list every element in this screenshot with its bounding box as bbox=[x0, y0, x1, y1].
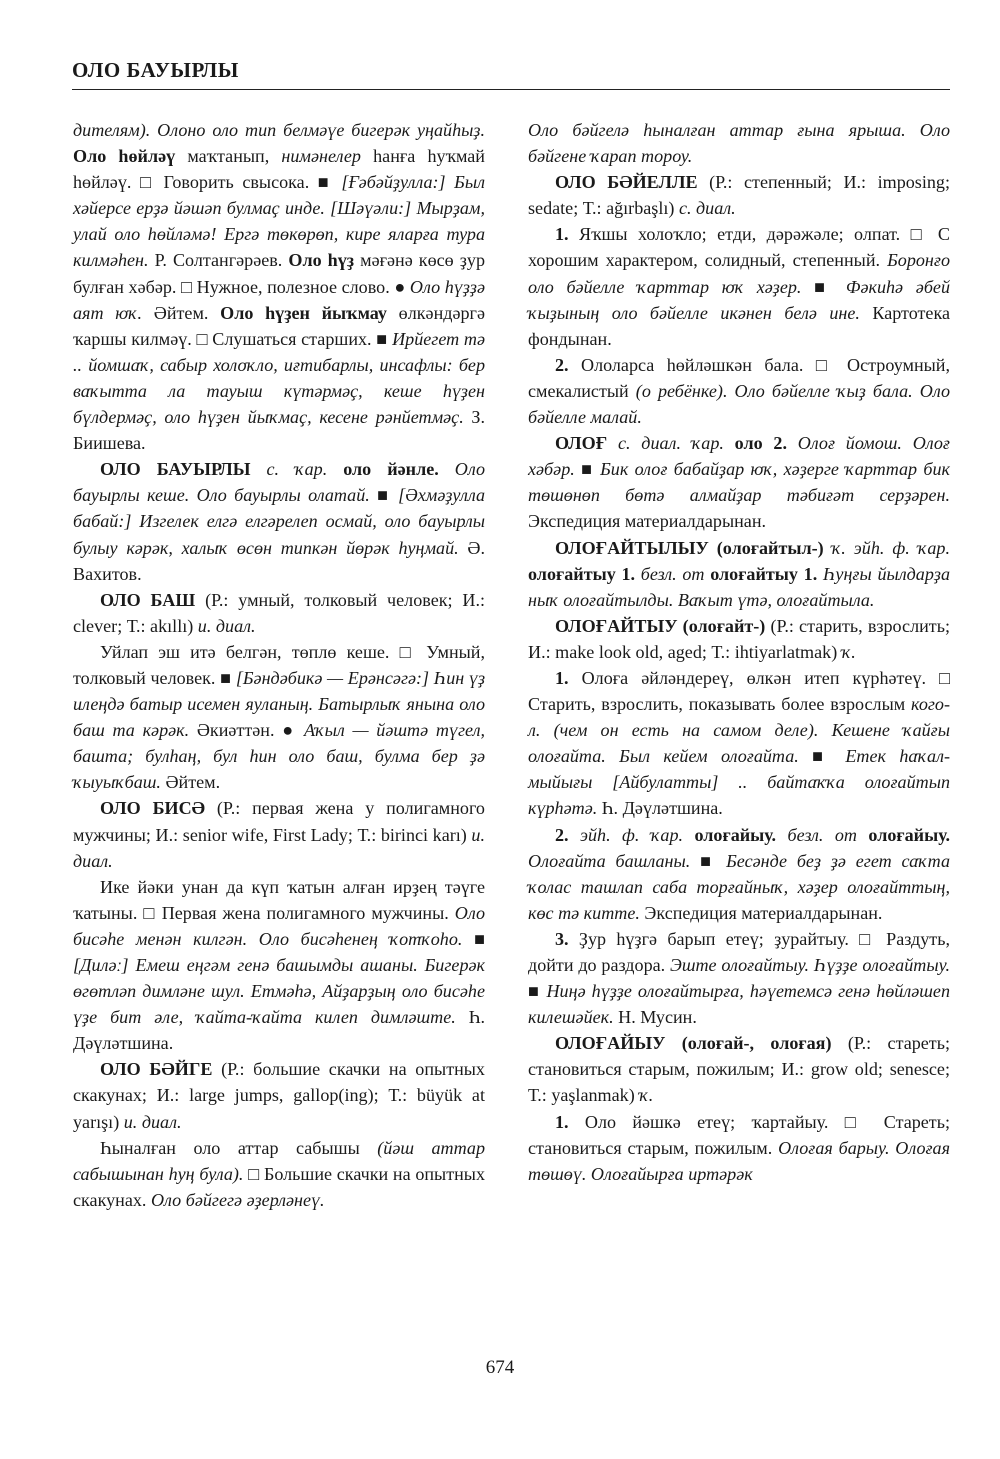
body-text: өлкәндәргә ҡаршы килмәү. □ Слушаться старших. ■ bbox=[73, 302, 485, 349]
italic-text: с. диал. ҡар. bbox=[607, 433, 735, 454]
headword: 2. bbox=[555, 354, 569, 375]
body-text: Ике йәки унан да күп ҡатын алған ирҙең тәүге ҡатыны. □ Первая жена полигамного мужчины. bbox=[73, 876, 485, 923]
right-column bbox=[528, 117, 950, 1187]
dictionary-paragraph bbox=[528, 613, 950, 665]
italic-text: с. ҡар. bbox=[250, 459, 344, 480]
body-text: Ололарса һөйләшкән бала. □ Остроумный, смекалистый bbox=[528, 354, 950, 401]
headword: оло йәнле. bbox=[343, 459, 439, 480]
headword: ОЛО БӘЙЕЛЛЕ bbox=[555, 172, 698, 193]
dictionary-paragraph bbox=[73, 456, 485, 586]
body-text: З. Биишева. bbox=[73, 407, 485, 454]
italic-text: эйһ. ф. ҡар. bbox=[568, 824, 695, 845]
headword: 1. bbox=[555, 1111, 569, 1132]
italic-text: Ниңә һүҙҙе олоғайтырға, һәүетемсә генә һөйләшеп килешәйек. bbox=[528, 981, 951, 1028]
body-text: Ҙур һүҙгә барып етеү; ҙурайтыу. □ Раздуть, дойти до раздора. bbox=[528, 928, 950, 975]
dictionary-paragraph bbox=[528, 352, 950, 430]
dictionary-paragraph bbox=[528, 221, 950, 351]
body-text: Һыналған оло аттар сабышы bbox=[100, 1137, 378, 1158]
body-text: (Р.: большие скачки на опытных скакунах; И.: large jumps, gallop(ing); Т.: büyük at yarışı) bbox=[73, 1059, 485, 1132]
dictionary-paragraph bbox=[528, 665, 950, 822]
dictionary-paragraph bbox=[73, 874, 485, 1057]
body-text: (Р.: степенный; И.: imposing; sedate; Т.: ağırbaşlı) bbox=[528, 172, 950, 219]
body-text: ■ bbox=[798, 746, 846, 767]
italic-text: безл. от bbox=[776, 824, 869, 845]
dictionary-paragraph bbox=[528, 1109, 950, 1187]
body-text: Н. Мусин. bbox=[613, 1007, 697, 1028]
italic-text: Аҡыл — йәштә түгел, башта; булһаң, бул һин оло баш, булма бер ҙә ҡыуыҡбаш. bbox=[73, 720, 485, 793]
italic-text: и. диал. bbox=[197, 615, 256, 636]
body-text: Әйтем. bbox=[142, 302, 221, 323]
italic-text: [Әхмәҙулла бабай:] Изгелек елгә елгәрелеп осмай, оло бауырлы булыу кәрәк, халыҡ өсөн типкән йөрәк һуңмай. bbox=[73, 485, 485, 558]
body-text: Олоға әйләндереү, өлкән итеп күрһәтеү. □ Старить, взрослить, показывать более взрослым bbox=[528, 667, 950, 715]
dictionary-paragraph bbox=[73, 587, 485, 639]
headword: ОЛОҒАЙТЫУ (олоғайт-) bbox=[555, 615, 766, 636]
italic-text: Ирйегет тә .. йомшаҡ, сабыр холоҡло, иғтибарлы, инсафлы: бер ваҡытта ла тауыш күтәрмәҫ, кеше һүҙен бүлдермәҫ, оло һүҙен йыҡмаҫ, кесене рәнйетмәҫ. bbox=[73, 328, 486, 428]
body-text: □ Большие скачки на опытных скакунах. bbox=[73, 1163, 486, 1210]
headword: ОЛОҒАЙТЫЛЫУ (олоғайтыл-) bbox=[555, 537, 824, 558]
dictionary-paragraph bbox=[73, 795, 485, 873]
dictionary-paragraph bbox=[528, 1030, 950, 1108]
headword: 3. bbox=[555, 928, 569, 949]
headword: олоғайтыу 1. bbox=[710, 563, 818, 584]
italic-text: безл. от bbox=[635, 563, 711, 584]
italic-text: Оло һүҙҙә аят юҡ. bbox=[73, 276, 485, 323]
body-text: Картотека фондынан. bbox=[528, 302, 950, 349]
body-text: ■ bbox=[377, 485, 399, 506]
running-header: ОЛО БАУЫРЛЫ bbox=[72, 58, 239, 82]
italic-text: ҡ. эйһ. ф. ҡар. bbox=[823, 537, 950, 558]
dictionary-paragraph bbox=[73, 1135, 485, 1213]
page-number: 674 bbox=[485, 1357, 515, 1378]
italic-text: [Ғәбәйҙулла:] Был хәйерсе ерҙә йәшәп булмаҫ инде. [Шәүәли:] Мырҙам, улай оло һөйләмә! Ергә төкөрөп, кире яларға тура килмәһен. bbox=[73, 172, 485, 271]
italic-text: Оло бисәһе менән килгән. Оло бисәһенең ҡотҡоһо. bbox=[73, 902, 485, 949]
headword: ОЛО БАШ bbox=[100, 589, 196, 610]
dictionary-paragraph bbox=[73, 117, 485, 456]
body-text: Уйлап эш итә белгән, төплө кеше. □ Умный, толковый человек. ■ bbox=[73, 641, 485, 688]
left-column bbox=[73, 117, 485, 1213]
headword: ОЛОҒАЙЫУ (олоғай-, олоғая) bbox=[555, 1033, 832, 1054]
headword: ОЛО БИСӘ bbox=[100, 798, 206, 819]
headword: олоғайыу. bbox=[868, 824, 950, 845]
body-text: һанға һуҡмай һөйләү. □ Говорить свысока. ■ bbox=[73, 146, 485, 193]
italic-text: Фәкиһә әбей ҡыҙының оло бәйелле икәнен белә ине. bbox=[528, 276, 950, 323]
dictionary-paragraph bbox=[528, 535, 950, 613]
italic-text: Эште олоғайтыу. Һүҙҙе олоғайтыу. bbox=[669, 955, 950, 975]
headword: 1. bbox=[555, 667, 569, 688]
italic-text: [Бәндәбикә — Ерәнсәгә:] Һин үҙ илеңдә батыр исемен яуланың. Батырлыҡ янына оло баш та кәрәк. bbox=[73, 667, 485, 741]
italic-text: ҡ. bbox=[841, 641, 856, 662]
body-text: Р. Солтангәрәев. bbox=[148, 250, 289, 271]
body-text: (Р.: первая жена у полигамного мужчины; И.: senior wife, First Lady; Т.: birinci karı) bbox=[73, 798, 485, 845]
italic-text: Етек һаҡал-мыйығы [Айбулатты] .. байтаҡҡа олоғайтып күрһәтә. bbox=[528, 746, 950, 819]
headword: Оло һөйләү bbox=[73, 146, 176, 167]
headword: Оло һүҙ bbox=[288, 250, 355, 271]
body-text: ■ bbox=[462, 928, 485, 949]
italic-text: Олоғ йомош. Олоғ хәбәр. bbox=[528, 433, 950, 480]
headword: олоғайтыу 1. bbox=[528, 563, 636, 584]
italic-text: (о ребёнке). Оло бәйелле ҡыҙ бала. Оло бәйелле малай. bbox=[528, 380, 951, 428]
body-text: Әкиәттән. ● bbox=[189, 720, 305, 741]
headword: оло 2. bbox=[734, 433, 787, 454]
italic-text: нимәнелер bbox=[281, 146, 361, 167]
body-text: Яҡшы холоҡло; етди, дәрәжәле; олпат. □ С хорошим характером, солидный, степенный. bbox=[528, 224, 950, 271]
body-text: Экспедиция материалдарынан. bbox=[528, 511, 767, 532]
body-text: Әйтем. bbox=[160, 772, 221, 793]
body-text: Оло йәшкә етеү; ҡартайыу. □ Стареть; становиться старым, пожилым. bbox=[528, 1111, 950, 1158]
dictionary-paragraph bbox=[528, 926, 950, 1030]
body-text: мәғәнә көсө ҙур булған хәбәр. □ Нужное, полезное слово. ● bbox=[73, 250, 485, 297]
italic-text: [Диләː] Емеш еңгәм генә башымды ашаны. Бигерәк өгөтләп димләне шул. Етмәһә, Айҙарҙың оло бисәһе үҙе бит әле, ҡайта-ҡайта килеп димләште. bbox=[73, 955, 485, 1028]
italic-text: с. диал. bbox=[678, 198, 736, 219]
dictionary-paragraph bbox=[73, 1056, 485, 1134]
italic-text: (йәш аттар сабышынан һуң була). bbox=[73, 1137, 486, 1184]
italic-text: Оло бәйгелә һыналған аттар ғына ярыша. Оло бәйгене ҡарап тороу. bbox=[528, 120, 950, 167]
headword: ОЛОҒ bbox=[555, 433, 608, 454]
italic-text: и. диал. bbox=[123, 1111, 182, 1132]
italic-text: Һуңғы йылдарҙа ныҡ олоғайтылды. Ваҡыт үтә, олоғайтыла. bbox=[528, 563, 950, 610]
body-text: Һ. Дәүләтшина. bbox=[73, 1007, 485, 1054]
italic-text: Оло бәйгегә әҙерләнеү. bbox=[150, 1189, 325, 1210]
body-text: маҡтанып, bbox=[175, 146, 282, 167]
body-text: (Р.: умный, толковый человек; И.: clever; Т.: akıllı) bbox=[73, 589, 485, 636]
body-text: (Р.: старить, взрослить; И.: make look old, aged; Т.: ihtiyarlatmak) bbox=[528, 615, 950, 662]
dictionary-paragraph bbox=[528, 169, 950, 221]
italic-text: дителям). Олоно оло тип белмәүе бигерәк уңайһыҙ. bbox=[73, 120, 485, 140]
body-text: Ә. Вахитов. bbox=[73, 537, 485, 584]
body-text: ■ bbox=[574, 459, 601, 480]
italic-text: ҡ. bbox=[639, 1085, 654, 1106]
dictionary-paragraph bbox=[73, 639, 485, 796]
body-text: ■ bbox=[690, 850, 727, 871]
italic-text: Бик олоғ бабайҙар юҡ, хәҙерге ҡарттар бик төшөнөп бөтә алмайҙар тәбиғәт серҙәрен. bbox=[528, 459, 950, 506]
headword: олоғайыу. bbox=[694, 824, 777, 845]
body-text: Һ. Дәүләтшина. bbox=[597, 798, 723, 819]
headword: 2. bbox=[555, 824, 569, 845]
italic-text: кого-л. (чем он есть на самом деле). Кешене ҡайғы олоғайта. Был кейем олоғайта. bbox=[528, 694, 950, 767]
headword: Оло һүҙен йыҡмау bbox=[220, 302, 387, 323]
italic-text: Олоғая барыу. Олоғая төшөү. Олоғайырға иртәрәк bbox=[528, 1137, 951, 1184]
dictionary-paragraph bbox=[528, 430, 950, 534]
header-rule bbox=[72, 89, 950, 90]
body-text: (Р.: стареть; становиться старым, пожилым; И.: grow old; senesce; Т.: yaşlanmak) bbox=[528, 1033, 950, 1106]
body-text: ■ bbox=[528, 981, 547, 1002]
dictionary-paragraph bbox=[528, 822, 950, 926]
headword: ОЛО БӘЙГЕ bbox=[100, 1059, 213, 1080]
body-text: ■ bbox=[801, 276, 846, 297]
italic-text: Оло бауырлы кеше. Оло бауырлы олатай. bbox=[73, 459, 485, 506]
headword: ОЛО БАУЫРЛЫ bbox=[100, 459, 251, 480]
headword: 1. bbox=[555, 224, 569, 245]
italic-text: и. диал. bbox=[73, 824, 485, 871]
body-text: Экспедиция материалдарынан. bbox=[639, 902, 883, 923]
dictionary-paragraph bbox=[528, 117, 950, 169]
italic-text: Олоғайта башланы. bbox=[528, 850, 691, 871]
italic-text: Бесәнде беҙ ҙә егет саҡта ҡолас ташлап саба торғайныҡ, хәҙер олоғайттың, көс тә китте. bbox=[528, 850, 950, 923]
italic-text: Боронғо оло бәйелле ҡарттар юҡ хәҙер. bbox=[528, 250, 950, 297]
